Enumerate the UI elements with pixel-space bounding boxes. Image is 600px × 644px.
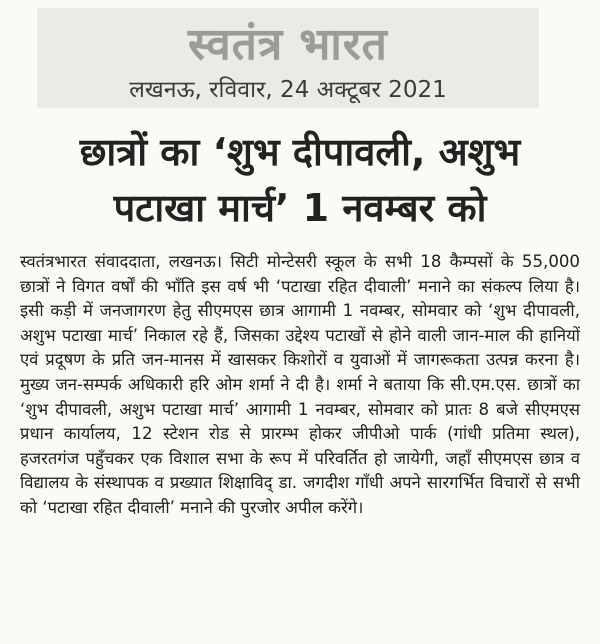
headline-line-1: छात्रों का ‘शुभ दीपावली, अशुभ xyxy=(79,130,521,174)
article-body: स्वतंत्रभारत संवाददाता, लखनऊ। सिटी मोन्टेसरी स्कूल के सभी 18 कैम्पसों के 55,000 छात्रों ने विगत वर्षों की भाँति इस वर्ष भी ‘पटाखा रहित दीवाली’ मनाने का संकल्प लिया है। इसी कड़ी में जनजागरण हेतु सीएमएस छात्र आगामी 1 नवम्बर, सोमवार को ‘शुभ दीपावली, अशुभ पटाखा मार्च’ निकाल रहे हैं, जिसका उद्देश्य पटाखों से होने वाली जान-माल की हानियों एवं प्रदूषण के प्रति जन-मानस में खासकर किशोरों व युवाओं में जागरूकता उत्पन्न करना है। मुख्य जन-सम्पर्क अधिकारी हरि ओम शर्मा ने दी है। शर्मा ने बताया कि सी.एम.एस. छात्रों का ‘शुभ दीपावली, अशुभ पटाखा मार्च’ आगामी 1 नवम्बर, सोमवार को प्रातः 8 बजे सीएमएस प्रधान कार्यालय, 12 स्टेशन रोड से प्रारम्भ होकर जीपीओ पार्क (गांधी प्रतिमा स्थल), हजरतगंज पहुँचकर एक विशाल सभा के रूप में परिवर्तित हो जायेगी, जहाँ सीएमएस छात्र व विद्यालय के संस्थापक व प्रख्यात शिक्षाविद् डा. जगदीश गाँधी अपने सारगर्भित विचारों से सभी को ‘पटाखा रहित दीवाली’ मनाने की पुरजोर अपील करेंगे। xyxy=(20,252,580,517)
article-headline xyxy=(0,124,600,236)
headline-line-2: पटाखा मार्च’ 1 नवम्बर को xyxy=(113,186,487,230)
newspaper-masthead xyxy=(37,8,539,108)
newspaper-name: स्वतंत्र भारत xyxy=(188,19,388,70)
dateline: लखनऊ, रविवार, 24 अक्टूबर 2021 xyxy=(129,77,447,103)
